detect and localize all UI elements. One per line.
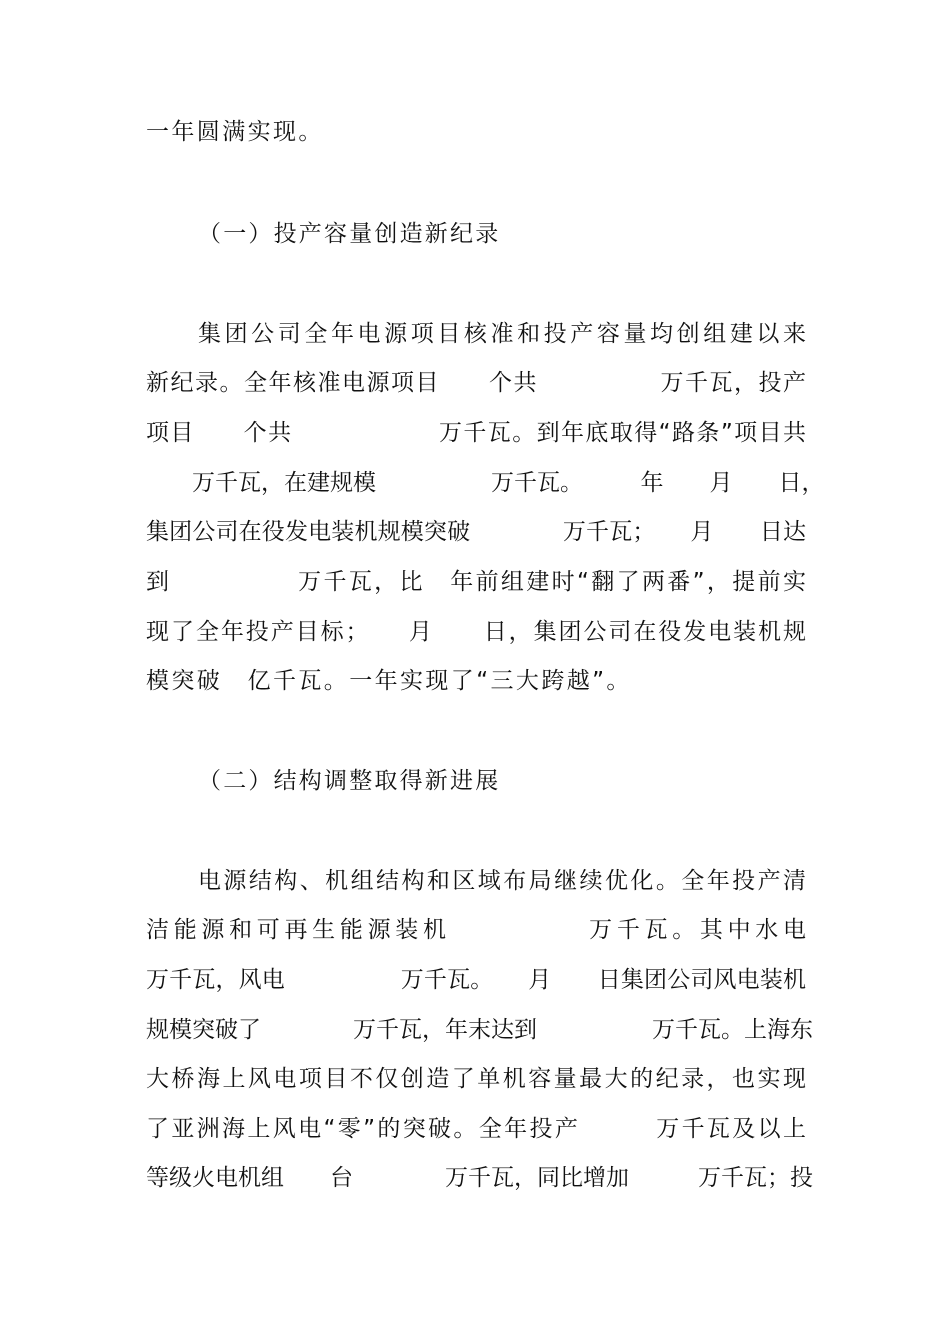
section-1-paragraph-line: 新纪录。全年核准电源项目 个共 万千瓦，投产 bbox=[146, 370, 806, 396]
section-2-paragraph-line: 万千瓦，风电 万千瓦。 月 日集团公司风电装机 bbox=[146, 967, 806, 993]
section-1-paragraph-line: 模突破 亿千瓦。一年实现了“三大跨越”。 bbox=[146, 668, 632, 694]
section-2-paragraph-line: 了亚洲海上风电“零”的突破。全年投产 万千瓦及以上 bbox=[146, 1116, 806, 1142]
section-1-paragraph-line: 万千瓦，在建规模 万千瓦。 年 月 日， bbox=[146, 470, 825, 496]
section-1-paragraph-line: 现了全年投产目标； 月 日，集团公司在役发电装机规 bbox=[146, 619, 806, 645]
section-2-paragraph-line: 大桥海上风电项目不仅创造了单机容量最大的纪录，也实现 bbox=[146, 1066, 806, 1092]
intro-line: 一年圆满实现。 bbox=[146, 119, 324, 145]
section-1-paragraph-line: 集团公司在役发电装机规模突破 万千瓦； 月 日达 bbox=[146, 519, 806, 545]
section-2-paragraph-line: 规模突破了 万千瓦，年末达到 万千瓦。上海东 bbox=[146, 1017, 813, 1043]
section-2-paragraph-line: 等级火电机组 台 万千瓦，同比增加 万千瓦；投 bbox=[146, 1165, 813, 1191]
section-1-paragraph-line: 项目 个共 万千瓦。到年底取得“路条”项目共 bbox=[146, 420, 806, 446]
section-1-paragraph-line: 集团公司全年电源项目核准和投产容量均创组建以来 bbox=[198, 321, 806, 347]
section-1-heading: （一）投产容量创造新纪录 bbox=[198, 221, 501, 247]
section-2-paragraph-line: 电源结构、机组结构和区域布局继续优化。全年投产清 bbox=[198, 868, 806, 894]
section-2-heading: （二）结构调整取得新进展 bbox=[198, 768, 501, 794]
section-1-paragraph-line: 到 万千瓦，比 年前组建时“翻了两番”，提前实 bbox=[146, 569, 806, 595]
section-2-paragraph-line: 洁能源和可再生能源装机 万千瓦。其中水电 bbox=[146, 917, 898, 943]
